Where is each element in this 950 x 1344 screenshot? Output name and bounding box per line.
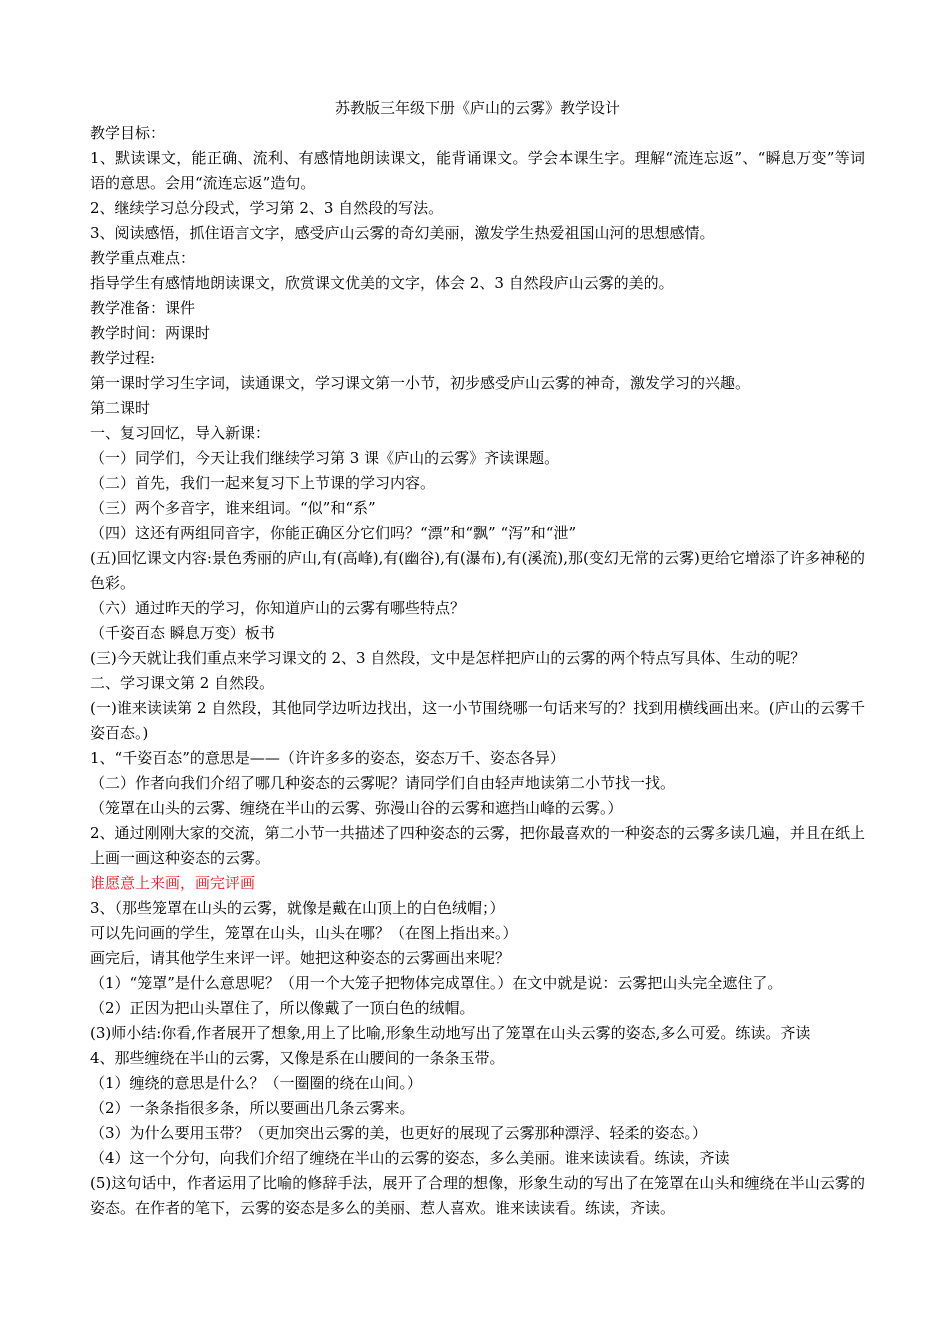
paragraph: 1、默读课文，能正确、流利、有感情地朗读课文，能背诵课文。学会本课生字。理解“流连忘返”、“瞬息万变”等词语的意思。会用“流连忘返”造句。 <box>90 149 865 192</box>
paragraph: 教学重点难点： <box>90 249 196 267</box>
document-title: 苏教版三年级下册《庐山的云雾》教学设计 <box>334 99 620 117</box>
paragraph: （二）作者向我们介绍了哪几种姿态的云雾呢？请同学们自由轻声地读第二小节找一找。 <box>90 774 676 792</box>
paragraph: 教学过程: <box>90 349 156 367</box>
document-body <box>90 121 865 1221</box>
paragraph: 可以先问画的学生，笼罩在山头，山头在哪？（在图上指出来。） <box>90 924 518 942</box>
paragraph: （3）为什么要用玉带？（更加突出云雾的美，也更好的展现了云雾那种漂浮、轻柔的姿态。） <box>90 1124 708 1142</box>
paragraph: 一、复习回忆，导入新课： <box>90 424 271 442</box>
paragraph: （2）正因为把山头罩住了，所以像戴了一顶白色的绒帽。 <box>90 999 475 1017</box>
paragraph: 3、（那些笼罩在山头的云雾，就像是戴在山顶上的白色绒帽；） <box>90 899 505 917</box>
paragraph: 第二课时 <box>90 399 151 417</box>
paragraph: （笼罩在山头的云雾、缠绕在半山的云雾、弥漫山谷的云雾和遮挡山峰的云雾。） <box>90 799 623 817</box>
paragraph: 指导学生有感情地朗读课文，欣赏课文优美的文字，体会 2、3 自然段庐山云雾的美的。 <box>90 274 674 292</box>
paragraph: （二）首先，我们一起来复习下上节课的学习内容。 <box>90 474 436 492</box>
paragraph: (5)这句话中，作者运用了比喻的修辞手法，展开了合理的想像，形象生动的写出了在笼罩在山头和缠绕在半山云雾的姿态。在作者的笔下，云雾的姿态是多么的美丽、惹人喜欢。谁来读读看。练读，齐读。 <box>90 1174 865 1217</box>
paragraph: 2、通过刚刚大家的交流，第二小节一共描述了四种姿态的云雾，把你最喜欢的一种姿态的云雾多读几遍，并且在纸上上画一画这种姿态的云雾。 <box>90 824 865 867</box>
paragraph: （一）同学们，今天让我们继续学习第 3 课《庐山的云雾》齐读课题。 <box>90 449 560 467</box>
paragraph: 画完后，请其他学生来评一评。她把这种姿态的云雾画出来呢？ <box>90 949 511 967</box>
paragraph: （千姿百态 瞬息万变）板书 <box>90 624 275 642</box>
paragraph: （六）通过昨天的学习，你知道庐山的云雾有哪些特点？ <box>90 599 466 617</box>
paragraph: （四）这还有两组同音字，你能正确区分它们吗？“漂”和“飘” “泻”和“泄” <box>90 524 577 542</box>
paragraph: (一)谁来读读第 2 自然段，其他同学边听边找出，这一小节围绕哪一句话来写的？找到用横线画出来。(庐山的云雾千姿百态。) <box>90 699 865 742</box>
paragraph: （1）缠绕的意思是什么？（一圈圈的绕在山间。） <box>90 1074 423 1092</box>
paragraph: （2）一条条指很多条，所以要画出几条云雾来。 <box>90 1099 415 1117</box>
paragraph: (3)师小结:你看,作者展开了想象,用上了比喻,形象生动地写出了笼罩在山头云雾的姿态,多么可爱。练读。齐读 <box>90 1024 811 1042</box>
paragraph: 4、那些缠绕在半山的云雾，又像是系在山腰间的一条条玉带。 <box>90 1049 505 1067</box>
paragraph: 教学时间：两课时 <box>90 324 211 342</box>
paragraph: 教学准备：课件 <box>90 299 196 317</box>
paragraph: 第一课时学习生字词，读通课文，学习课文第一小节，初步感受庐山云雾的神奇，激发学习的兴趣。 <box>90 374 751 392</box>
paragraph: （1）“笼罩”是什么意思呢？（用一个大笼子把物体完成罩住。）在文中就是说：云雾把山头完全遮住了。 <box>90 974 783 992</box>
paragraph: （三）两个多音字，谁来组词。“似”和“系” <box>90 499 376 517</box>
paragraph: (五)回忆课文内容:景色秀丽的庐山,有(高峰),有(幽谷),有(瀑布),有(溪流),那(变幻无常的云雾)更给它增添了许多神秘的色彩。 <box>90 549 865 592</box>
paragraph: 教学目标： <box>90 124 166 142</box>
paragraph: 1、“千姿百态”的意思是——（许许多多的姿态，姿态万千、姿态各异） <box>90 749 565 767</box>
paragraph: （4）这一个分句，向我们介绍了缠绕在半山的云雾的姿态，多么美丽。谁来读读看。练读，齐读 <box>90 1149 730 1167</box>
paragraph: 3、阅读感悟，抓住语言文字，感受庐山云雾的奇幻美丽，激发学生热爱祖国山河的思想感情。 <box>90 224 715 242</box>
paragraph: 二、学习课文第 2 自然段。 <box>90 674 275 692</box>
document-page <box>90 96 865 1221</box>
paragraph: 2、继续学习总分段式，学习第 2、3 自然段的写法。 <box>90 199 444 217</box>
highlighted-note: 谁愿意上来画，画完评画 <box>90 874 256 892</box>
paragraph: (三)今天就让我们重点来学习课文的 2、3 自然段，文中是怎样把庐山的云雾的两个特点写具体、生动的呢？ <box>90 649 806 667</box>
